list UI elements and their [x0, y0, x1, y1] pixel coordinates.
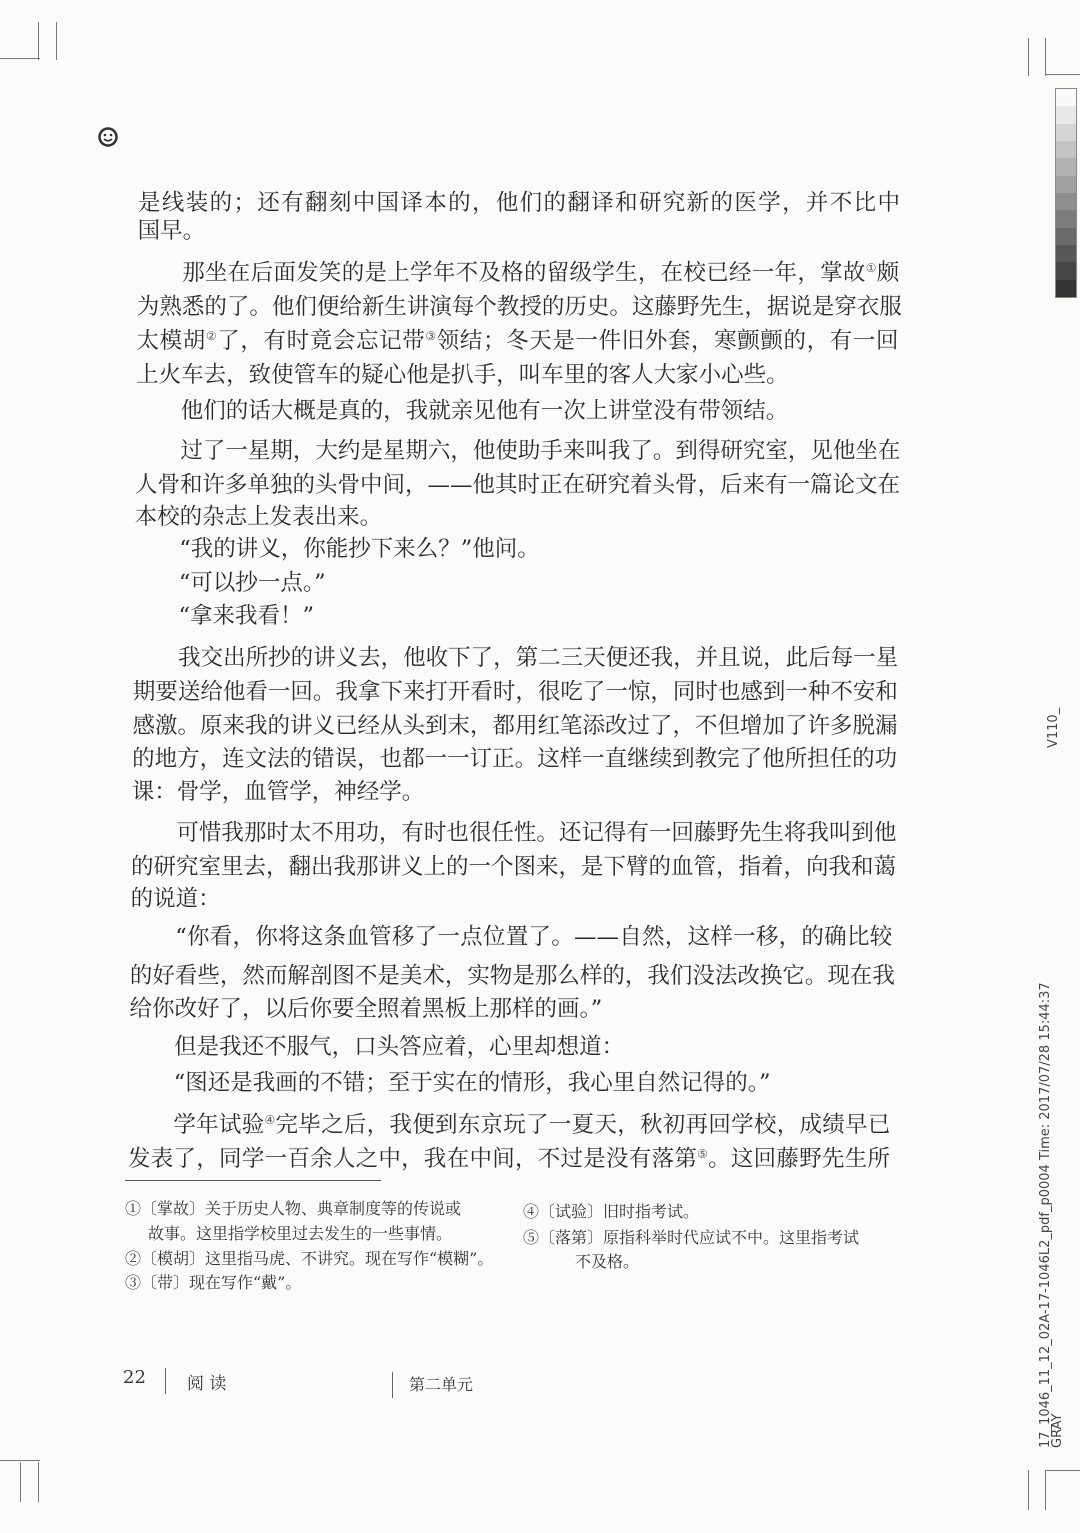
text-segment: 颇 [876, 260, 900, 286]
text-segment: “你看，你将这条血管移了一点位置了。——自然，这样一移，的确比较 [175, 924, 893, 950]
text-line [135, 470, 901, 500]
text-line [136, 292, 902, 322]
text-segment: 感激。原来我的讲义已经从头到末，都用红笔添改过了，不但增加了许多脱漏 [132, 713, 898, 739]
text-line [173, 1110, 890, 1140]
footnote-ref: ⑤ [697, 1147, 709, 1161]
footnote-ref: ① [865, 261, 877, 275]
page-number: 22 [123, 1367, 146, 1388]
footnote-5-cont: 不及格。 [575, 1252, 640, 1271]
footnote-2: ②〔模胡〕这里指马虎、不讲究。现在写作“模糊”。 [125, 1249, 494, 1268]
crop-mark [1028, 1470, 1029, 1510]
text-line [135, 502, 897, 532]
text-line [175, 922, 892, 952]
text-segment: 那坐在后面发笑的是上学年不及格的留级学生，在校已经一年，掌故 [182, 260, 866, 286]
text-segment: 可惜我那时太不用功，有时也很任性。还记得有一回藤野先生将我叫到他 [176, 820, 897, 846]
crop-mark [1045, 1470, 1080, 1471]
gray-step [1056, 176, 1076, 193]
crop-mark [1045, 38, 1046, 76]
text-line [129, 994, 891, 1024]
text-line [180, 436, 901, 466]
text-segment: 课：骨学，血管学，神经学。 [131, 779, 425, 805]
footnote-ref: ④ [264, 1113, 276, 1127]
gray-step [1056, 280, 1076, 297]
text-line [179, 534, 896, 564]
gray-step [1056, 210, 1076, 227]
gray-step [1056, 245, 1076, 262]
footnote-5: ⑤〔落第〕原指科举时代应试不中。这里指考试 [523, 1228, 860, 1247]
gray-step [1056, 262, 1076, 279]
text-line [137, 326, 899, 356]
text-segment: 是线装的；还有翻刻中国译本的，他们的翻译和研究新的医学，并不比中 [138, 190, 900, 216]
print-job-line: 17_1046_11_12_02A-17-1046L2_pdf_p0004 Time: 2017/07/28 15:44:37 [1038, 982, 1053, 1448]
gray-step [1056, 228, 1076, 245]
crop-mark [20, 1462, 21, 1502]
grayscale-calibration-bar [1055, 88, 1077, 298]
text-segment: 人骨和许多单独的头骨中间，——他其时正在研究着头骨，后来有一篇论文在 [135, 472, 901, 498]
crop-mark [38, 1462, 39, 1502]
footnote-rule [125, 1180, 381, 1181]
footnote-ref: ② [205, 329, 218, 343]
text-segment: 他们的话大概是真的，我就亲见他有一次上讲堂没有带领结。 [180, 398, 789, 424]
text-line [132, 744, 898, 774]
text-segment: 完毕之后，我便到东京玩了一夏天，秋初再回学校，成绩早已 [275, 1112, 891, 1138]
text-line [179, 568, 896, 598]
crop-mark [1028, 38, 1029, 76]
text-segment: 了，有时竟会忘记带 [217, 328, 426, 354]
text-line [132, 711, 898, 741]
text-line [178, 643, 899, 673]
footnote-ref: ③ [425, 329, 437, 343]
text-line [174, 1068, 891, 1098]
text-segment: 太模胡 [136, 328, 206, 354]
text-segment: 的说道： [130, 886, 221, 912]
text-line [174, 1032, 891, 1062]
text-segment: 期要送给他看一回。我拿下来打开看时，很吃了一惊，同时也感到一种不安和 [132, 679, 898, 705]
text-segment: 的研究室里去，翻出我那讲义上的一个图来，是下臂的血管，指着，向我和蔼 [130, 854, 896, 880]
text-line [131, 884, 893, 914]
gray-step [1056, 106, 1076, 123]
text-segment: 的好看些，然而解剖图不是美术，实物是那么样的，我们没法改换它。现在我 [129, 963, 895, 989]
text-line [130, 852, 896, 882]
footnote-4: ④〔试验〕旧时指考试。 [523, 1202, 700, 1221]
gray-step [1056, 89, 1076, 106]
text-segment: “可以抄一点。” [178, 570, 326, 596]
gray-step [1056, 158, 1076, 175]
text-segment: 过了一星期，大约是星期六，他使助手来叫我了。到得研究室，见他坐在 [180, 438, 901, 464]
text-line [132, 777, 894, 807]
print-job-info [1040, 982, 1064, 1448]
text-segment: 国早。 [137, 218, 206, 244]
text-line [136, 360, 898, 390]
text-line [128, 1144, 890, 1174]
smiley-icon [97, 126, 119, 152]
footnote-1-cont: 故事。这里指学校里过去发生的一些事情。 [148, 1224, 453, 1243]
text-segment: 给你改好了，以后你要全照着黑板上那样的画。” [129, 996, 603, 1022]
gray-step [1056, 141, 1076, 158]
text-line [132, 677, 898, 707]
crop-mark [1045, 1470, 1046, 1510]
crop-mark [0, 58, 40, 59]
text-segment: 学年试验 [173, 1112, 265, 1138]
footer-section: 阅 读 [187, 1374, 227, 1394]
text-segment: 但是我还不服气，口头答应着，心里却想道： [174, 1034, 625, 1060]
text-segment: 的地方，连文法的错误，也都一一订正。这样一直继续到教完了他所担任的功 [132, 746, 898, 772]
text-line [129, 961, 895, 991]
text-segment: 发表了，同学一百余人之中，我在中间，不过是没有落第 [128, 1146, 698, 1172]
gray-step [1056, 193, 1076, 210]
crop-mark [1045, 74, 1080, 75]
text-line [182, 258, 899, 288]
gray-step [1056, 124, 1076, 141]
text-segment: 本校的杂志上发表出来。 [134, 504, 383, 530]
version-mark: V110_ [1046, 707, 1061, 748]
text-line [176, 818, 897, 848]
footnote-1: ①〔掌故〕关于历史人物、典章制度等的传说或 [125, 1199, 462, 1218]
text-segment: 。这回藤野先生所 [708, 1146, 890, 1172]
print-color-mode: GRAY [1050, 1413, 1065, 1448]
text-segment: “图还是我画的不错；至于实在的情形，我心里自然记得的。” [173, 1070, 771, 1096]
text-segment: “我的讲义，你能抄下来么？”他问。 [179, 536, 540, 562]
footer-divider [165, 1368, 166, 1394]
text-segment: 我交出所抄的讲义去，他收下了，第二三天便还我，并且说，此后每一星 [178, 645, 899, 671]
crop-mark [56, 22, 57, 60]
footer-divider [392, 1372, 393, 1398]
text-segment: 领结；冬天是一件旧外套，寒颤颤的，有一回 [436, 328, 899, 354]
crop-mark [0, 1460, 40, 1461]
text-line [179, 601, 896, 631]
text-line [138, 216, 900, 246]
footnote-3: ③〔带〕现在写作“戴”。 [125, 1273, 302, 1292]
crop-mark [38, 22, 39, 60]
text-line [181, 396, 898, 426]
footer-unit: 第二单元 [409, 1375, 474, 1394]
text-segment: 为熟悉的了。他们便给新生讲演每个教授的历史。这藤野先生，据说是穿衣服 [136, 294, 902, 320]
text-line [138, 188, 900, 218]
text-segment: 上火车去，致使管车的疑心他是扒手，叫车里的客人大家小心些。 [136, 362, 789, 388]
text-segment: “拿来我看！” [178, 603, 315, 629]
